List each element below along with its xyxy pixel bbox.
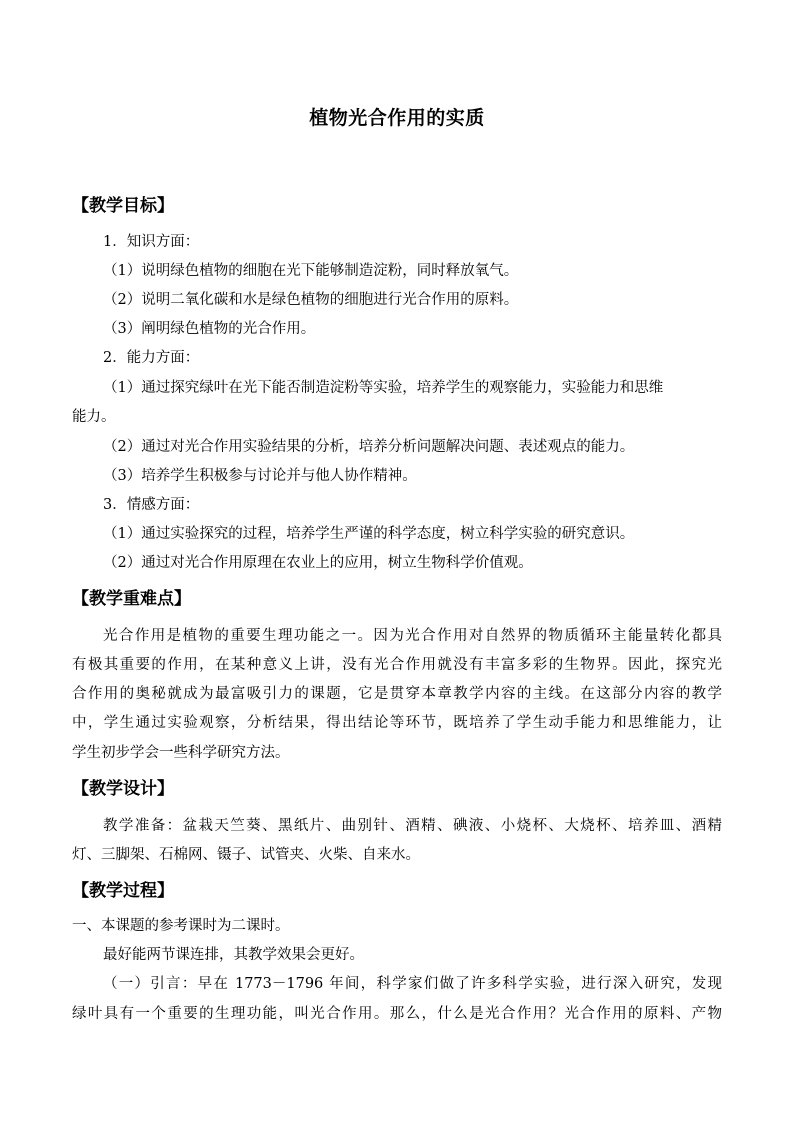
emotion-item-2: （2）通过对光合作用原理在农业上的应用，树立生物科学价值观。: [103, 555, 533, 571]
design-line-1: 教学准备：盆栽天竺葵、黑纸片、曲别针、酒精、碘液、小烧杯、大烧杯、培养皿、酒精: [103, 818, 722, 834]
key-points-line-3: 合作用的奥秘就成为最富吸引力的课题，它是贯穿本章教学内容的主线。在这部分内容的教学: [72, 686, 722, 702]
key-points-line-5: 学生初步学会一些科学研究方法。: [72, 745, 290, 761]
process-line-2: 最好能两节课连排，其教学效果会更好。: [103, 947, 364, 963]
key-points-line-4: 中，学生通过实验观察，分析结果，得出结论等环节，既培养了学生动手能力和思维能力，让: [72, 715, 722, 731]
emotion-heading: 3．情感方面：: [103, 497, 200, 513]
ability-item-1-line2: 能力。: [72, 409, 116, 425]
section-heading-goals: 【教学目标】: [72, 196, 174, 216]
ability-item-2: （2）通过对光合作用实验结果的分析，培养分析问题解决问题、表述观点的能力。: [103, 439, 635, 455]
document-title: 植物光合作用的实质: [309, 107, 485, 129]
key-points-line-1: 光合作用是植物的重要生理功能之一。因为光合作用对自然界的物质循环主能量转化都具: [103, 628, 722, 644]
ability-heading: 2．能力方面：: [103, 350, 200, 366]
process-line-1: 一、本课题的参考课时为二课时。: [72, 918, 290, 934]
knowledge-item-3: （3）阐明绿色植物的光合作用。: [103, 321, 316, 337]
process-line-3: （一）引言：早在 1773－1796 年间，科学家们做了许多科学实验，进行深入研究，发现: [103, 976, 722, 992]
process-line-4: 绿叶具有一个重要的生理功能，叫光合作用。那么，什么是光合作用？光合作用的原料、产物: [72, 1006, 722, 1022]
section-heading-design: 【教学设计】: [72, 779, 174, 799]
emotion-item-1: （1）通过实验探究的过程，培养学生严谨的科学态度，树立科学实验的研究意识。: [103, 526, 635, 542]
section-heading-process: 【教学过程】: [72, 881, 174, 901]
ability-item-3: （3）培养学生积极参与讨论并与他人协作精神。: [103, 468, 417, 484]
section-heading-key-points: 【教学重难点】: [72, 589, 191, 609]
ability-item-1-line1: （1）通过探究绿叶在光下能否制造淀粉等实验，培养学生的观察能力，实验能力和思维: [103, 380, 664, 396]
key-points-line-2: 有极其重要的作用，在某种意义上讲，没有光合作用就没有丰富多彩的生物界。因此，探究光: [72, 657, 722, 673]
knowledge-item-1: （1）说明绿色植物的细胞在光下能够制造淀粉，同时释放氧气。: [103, 263, 519, 279]
knowledge-heading: 1．知识方面：: [103, 234, 200, 250]
knowledge-item-2: （2）说明二氧化碳和水是绿色植物的细胞进行光合作用的原料。: [103, 292, 519, 308]
design-line-2: 灯、三脚架、石棉网、镊子、试管夹、火柴、自来水。: [72, 847, 420, 863]
